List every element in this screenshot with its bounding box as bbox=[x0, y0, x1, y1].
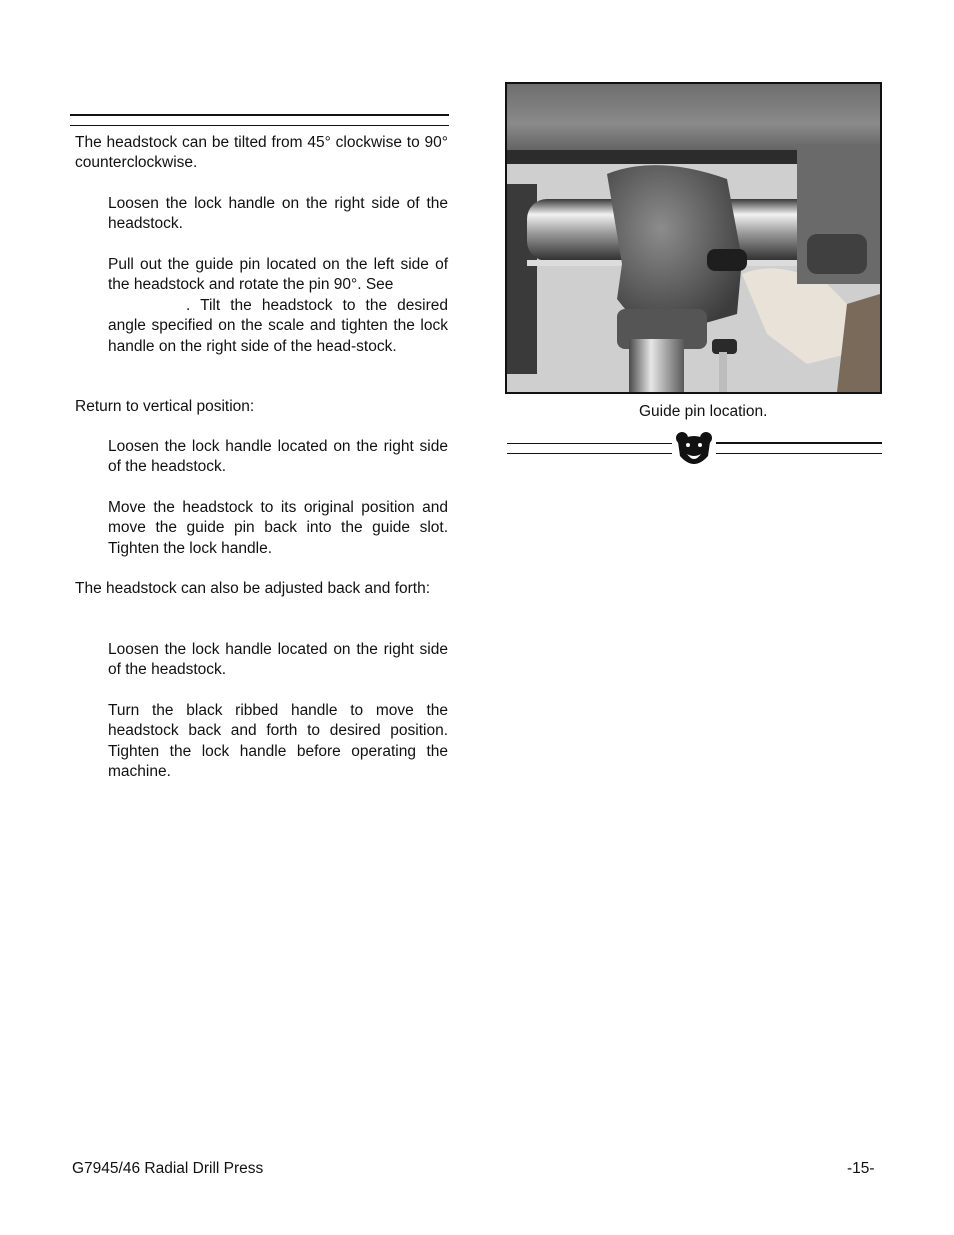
step-move-original: Move the headstock to its original position and move the guide pin back into the guide slot. Tighten the lock handle. bbox=[108, 499, 448, 557]
drill-press-headstock-photo-icon bbox=[507, 84, 880, 392]
back-forth-heading: The headstock can also be adjusted back and forth: bbox=[75, 580, 431, 597]
divider-rule bbox=[716, 442, 882, 444]
step-turn-ribbed-handle: Turn the black ribbed handle to move the headstock back and forth to desired position. Tighten the lock handle before operating the machine. bbox=[108, 702, 448, 781]
header-rule-thin bbox=[70, 125, 449, 126]
step-loosen-lock-return: Loosen the lock handle located on the right side of the headstock. bbox=[108, 438, 448, 476]
step-tilt-headstock: . Tilt the headstock to the desired angle specified on the scale and tighten the lock handle on the right side of the head-stock. bbox=[108, 297, 448, 355]
step-loosen-lock-backforth: Loosen the lock handle located on the right side of the headstock. bbox=[108, 641, 448, 679]
return-vertical-heading: Return to vertical position: bbox=[75, 398, 255, 415]
guide-pin-photo bbox=[505, 82, 882, 394]
page-number: -15- bbox=[847, 1160, 875, 1177]
bear-logo-icon bbox=[674, 430, 714, 470]
step-loosen-lock: Loosen the lock handle on the right side of the headstock. bbox=[108, 195, 448, 233]
divider-rule bbox=[507, 443, 672, 444]
step-pull-guide-pin: Pull out the guide pin located on the left side of the headstock and rotate the pin 90°. See bbox=[108, 256, 448, 294]
intro-paragraph: The headstock can be tilted from 45° clockwise to 90° counterclockwise. bbox=[75, 134, 448, 172]
header-rule-thick bbox=[70, 114, 449, 116]
divider-rule bbox=[716, 453, 882, 454]
footer-title: G7945/46 Radial Drill Press bbox=[72, 1160, 264, 1177]
divider-rule bbox=[507, 453, 672, 454]
figure-caption: Guide pin location. bbox=[639, 403, 768, 420]
